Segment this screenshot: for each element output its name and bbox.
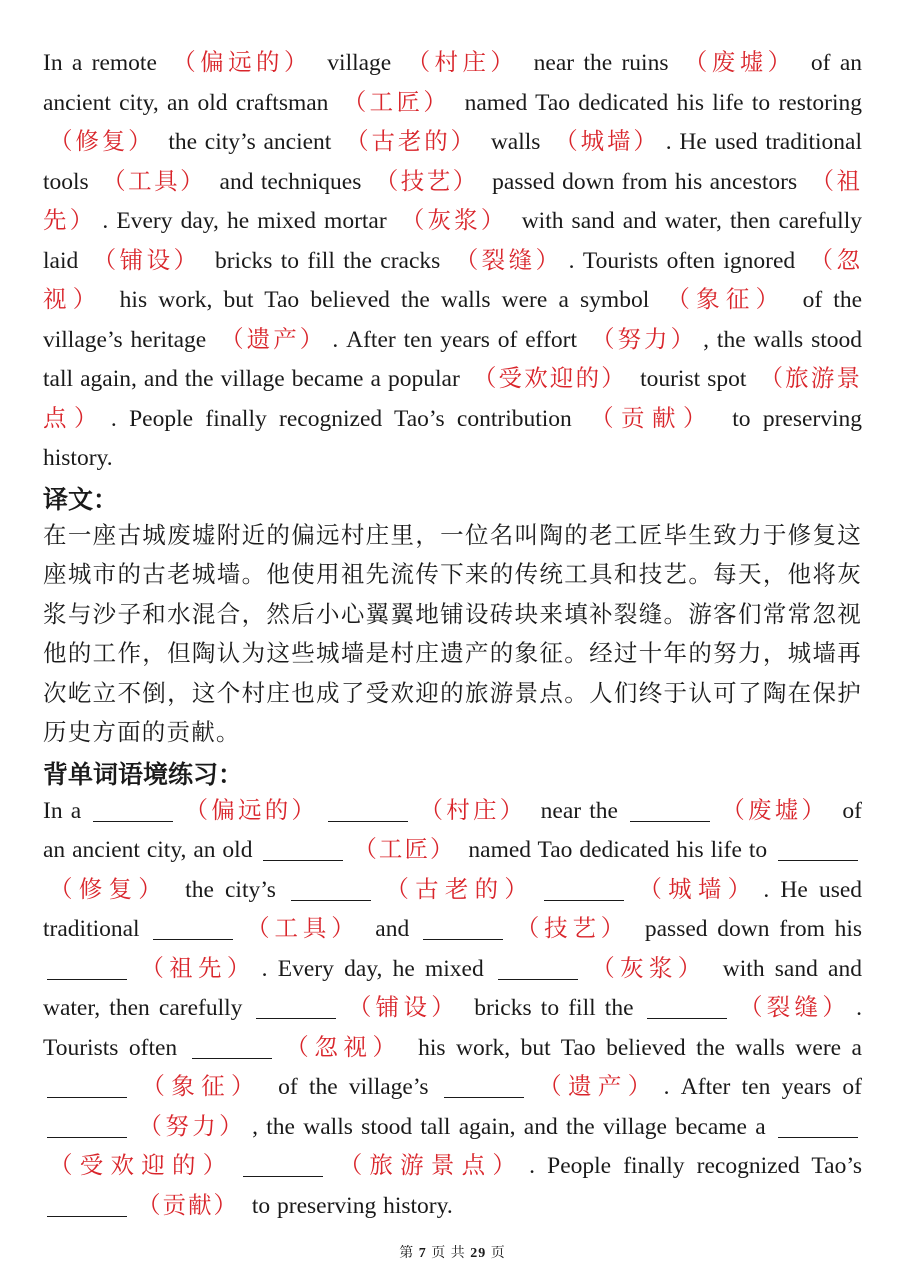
fill-in-blank[interactable]: [192, 1034, 272, 1059]
chinese-gloss: （修复）: [49, 876, 169, 903]
footer-mid: 页 共: [431, 1246, 466, 1261]
text-segment: walls: [483, 129, 549, 155]
fill-in-blank[interactable]: [47, 1192, 127, 1217]
text-segment: . Every day, he mixed mortar: [102, 208, 395, 234]
chinese-gloss: （工具）: [102, 168, 207, 195]
fill-in-blank[interactable]: [544, 876, 624, 901]
chinese-gloss: （古老的）: [345, 129, 478, 155]
text-segment: In a: [43, 797, 90, 824]
english-passage: [43, 44, 862, 479]
chinese-gloss: （遗产）: [220, 326, 327, 353]
text-segment: bricks to fill the cracks: [206, 247, 449, 274]
text-segment: . He used traditional tools: [43, 129, 862, 195]
chinese-gloss: （偏远的）: [172, 50, 312, 76]
text-segment: . People finally recognized Tao’s contribution: [110, 405, 585, 432]
fill-in-blank[interactable]: [47, 1073, 127, 1098]
chinese-gloss: （城墙）: [634, 876, 758, 903]
text-segment: named Tao dedicated his life to: [461, 837, 775, 863]
chinese-gloss: （祖先）: [137, 955, 256, 982]
chinese-gloss: （废墟）: [720, 797, 829, 824]
chinese-gloss: （裂缝）: [736, 995, 851, 1021]
text-segment: his work, but Tao believed the walls were a symbol: [108, 287, 661, 313]
fill-in-blank[interactable]: [263, 836, 343, 861]
chinese-gloss: （铺设）: [345, 995, 460, 1021]
chinese-gloss: （裂缝）: [454, 247, 563, 274]
text-segment: and: [365, 916, 419, 942]
text-segment: bricks to fill the: [465, 995, 643, 1021]
chinese-gloss: （工匠）: [342, 89, 451, 116]
fill-in-blank[interactable]: [243, 1152, 323, 1177]
chinese-gloss: （努力）: [137, 1113, 247, 1140]
chinese-gloss: （遗产）: [533, 1074, 658, 1100]
chinese-gloss: （灰浆）: [587, 955, 707, 982]
chinese-gloss: （祖先）: [43, 168, 862, 234]
text-segment: In a remote: [43, 50, 167, 76]
chinese-gloss: （忽视）: [281, 1034, 402, 1061]
footer-prefix: 第: [399, 1246, 415, 1261]
chinese-gloss: （城墙）: [554, 129, 660, 155]
text-segment: his work, but Tao believed the walls were a: [407, 1034, 862, 1061]
chinese-gloss: （灰浆）: [400, 208, 508, 234]
text-segment: . After ten years of effort: [332, 326, 585, 353]
text-segment: of an ancient city, an old craftsman: [43, 50, 862, 116]
text-segment: . Every day, he mixed: [261, 955, 494, 982]
text-segment: . Tourists often: [43, 995, 863, 1061]
fill-in-blank[interactable]: [444, 1073, 524, 1098]
total-pages: 29: [470, 1246, 487, 1261]
chinese-gloss: （忽视）: [43, 247, 862, 313]
footer-suffix: 页: [490, 1246, 506, 1261]
fill-in-blank[interactable]: [153, 915, 233, 940]
text-segment: . He used traditional: [43, 876, 863, 942]
text-segment: of an ancient city, an old: [43, 797, 862, 863]
text-segment: passed down from his ancestors: [484, 168, 805, 195]
chinese-gloss: （贡献）: [590, 405, 714, 432]
text-segment: . After ten years of: [663, 1074, 862, 1100]
chinese-gloss: （象征）: [137, 1074, 261, 1100]
fill-in-blank[interactable]: [47, 1113, 127, 1138]
text-segment: and techniques: [212, 168, 369, 195]
text-segment: named Tao dedicated his life to restoring: [456, 89, 862, 116]
text-segment: near the: [532, 797, 627, 824]
fill-in-blank[interactable]: [647, 994, 727, 1019]
chinese-gloss: （古老的）: [381, 876, 535, 903]
practice-passage: [43, 792, 862, 1227]
chinese-gloss: （努力）: [590, 326, 698, 353]
fill-in-blank[interactable]: [291, 876, 371, 901]
fill-in-blank[interactable]: [498, 955, 578, 980]
text-segment: , the walls stood tall again, and the village became a popular: [43, 326, 862, 392]
fill-in-blank[interactable]: [93, 797, 173, 822]
translation-heading: 译文：: [43, 484, 119, 514]
chinese-gloss: （村庄）: [418, 797, 527, 824]
text-segment: with sand and water, then carefully: [43, 955, 862, 1021]
text-segment: the city’s ancient: [160, 129, 340, 155]
chinese-gloss: （工具）: [243, 916, 360, 942]
fill-in-blank[interactable]: [630, 797, 710, 822]
text-segment: . People finally recognized Tao’s: [529, 1153, 863, 1179]
chinese-gloss: （废墟）: [683, 50, 796, 76]
chinese-gloss: （象征）: [666, 287, 786, 313]
fill-in-blank[interactable]: [47, 955, 127, 980]
text-segment: , the walls stood tall again, and the village became a: [252, 1113, 775, 1140]
text-segment: of the village’s heritage: [43, 287, 863, 353]
chinese-gloss: （修复）: [49, 129, 155, 155]
fill-in-blank[interactable]: [778, 1113, 858, 1138]
fill-in-blank[interactable]: [256, 994, 336, 1019]
text-segment: passed down from his: [635, 916, 863, 942]
chinese-gloss: （受欢迎的）: [49, 1153, 234, 1179]
text-segment: near the ruins: [524, 50, 678, 76]
text-segment: with sand and water, then carefully laid: [43, 208, 862, 274]
text-segment: the city’s: [174, 876, 288, 903]
text-segment: tourist spot: [633, 366, 754, 392]
text-segment: to preserving history.: [245, 1192, 453, 1219]
text-segment: of the village’s: [266, 1074, 440, 1100]
chinese-gloss: （旅游景点）: [333, 1153, 524, 1179]
text-segment: to preserving history.: [43, 405, 863, 471]
fill-in-blank[interactable]: [423, 915, 503, 940]
chinese-gloss: （村庄）: [406, 50, 519, 76]
chinese-gloss: （铺设）: [92, 247, 201, 274]
text-segment: village: [317, 50, 401, 76]
chinese-gloss: （技艺）: [374, 168, 479, 195]
fill-in-blank[interactable]: [328, 797, 408, 822]
practice-heading: 背单词语境练习：: [43, 759, 244, 789]
chinese-gloss: （贡献）: [137, 1192, 239, 1219]
chinese-translation: 在一座古城废墟附近的偏远村庄里，一位名叫陶的老工匠毕生致力于修复这座城市的古老城墙。他使用祖先流传下来的传统工具和技艺。每天，他将灰浆与沙子和水混合，然后小心翼翼地铺设砖块来填补裂缝。游客们常常忽视他的工作，但陶认为这些城墙是村庄遗产的象征。经过十年的努力，城墙再次屹立不倒，这个村庄也成了受欢迎的旅游景点。人们终于认可了陶在保护历史方面的贡献。: [43, 522, 862, 746]
fill-in-blank[interactable]: [778, 836, 858, 861]
page-number: 7: [418, 1246, 427, 1261]
text-segment: . Tourists often ignored: [568, 247, 804, 274]
chinese-gloss: （受欢迎的）: [472, 366, 627, 392]
chinese-gloss: （工匠）: [353, 837, 456, 863]
chinese-gloss: （旅游景点）: [43, 366, 863, 432]
chinese-gloss: （技艺）: [512, 916, 630, 942]
chinese-gloss: （偏远的）: [183, 797, 319, 824]
page-footer: [0, 1242, 905, 1262]
